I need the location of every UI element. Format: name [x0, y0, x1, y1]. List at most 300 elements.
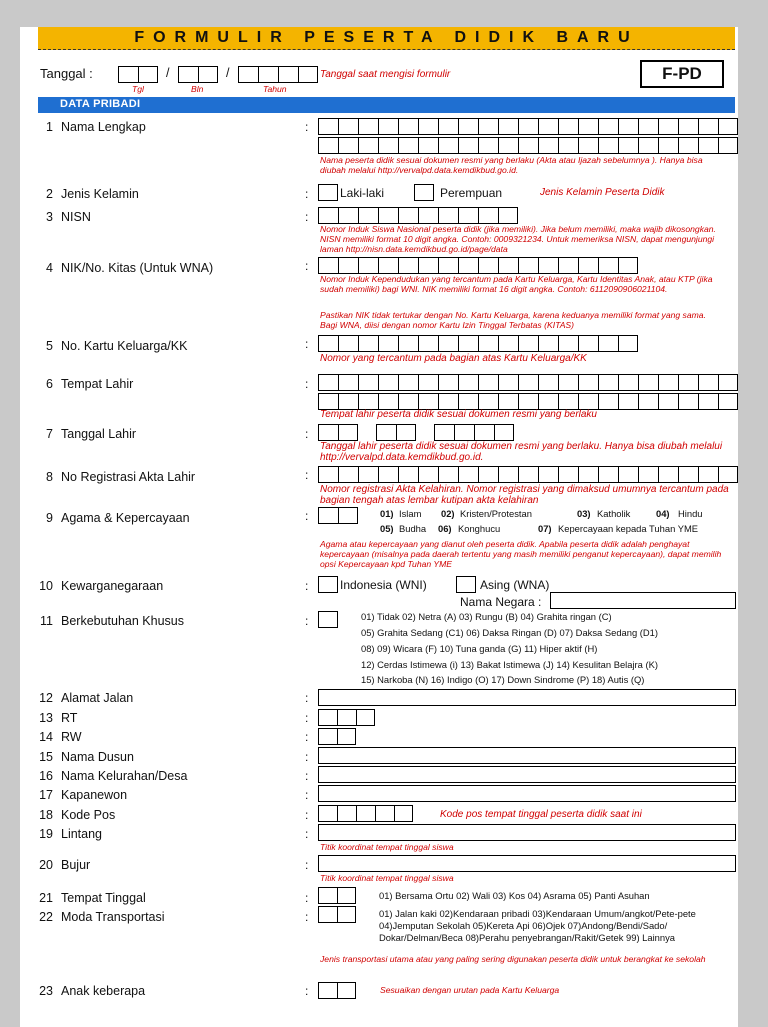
char-box[interactable]	[418, 118, 438, 135]
date-hint: Tanggal saat mengisi formulir	[320, 69, 451, 80]
gender-hint: Jenis Kelamin Peserta Didik	[540, 187, 665, 198]
agama-o3: Katholik	[597, 508, 631, 519]
char-box[interactable]	[598, 137, 618, 154]
colon: :	[305, 427, 309, 441]
alamat-input[interactable]	[318, 689, 736, 706]
field-num-8: 8	[46, 470, 53, 484]
field-num-5: 5	[46, 339, 53, 353]
char-box[interactable]	[318, 374, 338, 391]
char-box[interactable]	[538, 118, 558, 135]
char-box[interactable]	[478, 374, 498, 391]
char-box[interactable]	[478, 137, 498, 154]
field-label-kode-pos: Kode Pos	[61, 808, 116, 822]
section-bar	[38, 97, 735, 113]
char-box[interactable]	[718, 118, 738, 135]
nik-hint-2: Pastikan NIK tidak tertukar dengan No. Kartu Keluarga, karena keduanya memiliki format yang sama. Bagi WNA, diisi dengan nomor Kartu Izin Tinggal Terbatas (KITAS)	[320, 310, 706, 330]
char-box[interactable]	[338, 393, 358, 410]
char-box[interactable]	[658, 466, 678, 483]
char-box[interactable]	[618, 118, 638, 135]
char-box[interactable]	[518, 257, 538, 274]
field-num-23: 23	[39, 984, 53, 998]
char-box[interactable]	[338, 137, 358, 154]
char-box[interactable]	[558, 137, 578, 154]
char-box[interactable]	[458, 207, 478, 224]
char-box[interactable]	[398, 393, 418, 410]
rw-boxes[interactable]	[318, 728, 356, 745]
char-box[interactable]	[338, 507, 358, 524]
char-box[interactable]	[318, 118, 338, 135]
colon: :	[305, 579, 309, 593]
nik-boxes[interactable]	[318, 257, 638, 274]
transportasi-hint: Jenis transportasi utama atau yang paling sering digunakan peserta didik untuk berangkat ke sekolah	[320, 954, 706, 964]
char-box[interactable]	[578, 374, 598, 391]
char-box[interactable]	[578, 118, 598, 135]
char-box[interactable]	[378, 207, 398, 224]
char-box[interactable]	[558, 118, 578, 135]
char-box[interactable]	[398, 118, 418, 135]
char-box[interactable]	[498, 207, 518, 224]
char-box[interactable]	[498, 335, 518, 352]
char-box[interactable]	[438, 257, 458, 274]
tgl-lahir-month-boxes[interactable]	[376, 424, 416, 441]
char-box[interactable]	[396, 424, 416, 441]
char-box[interactable]	[478, 207, 498, 224]
char-box[interactable]	[458, 466, 478, 483]
char-box[interactable]	[375, 805, 394, 822]
char-box[interactable]	[318, 137, 338, 154]
char-box[interactable]	[698, 137, 718, 154]
char-box[interactable]	[498, 374, 518, 391]
char-box[interactable]	[358, 118, 378, 135]
field-label-alamat: Alamat Jalan	[61, 691, 134, 705]
char-box[interactable]	[358, 393, 378, 410]
char-box[interactable]	[376, 424, 396, 441]
char-box[interactable]	[418, 137, 438, 154]
char-box[interactable]	[498, 118, 518, 135]
colon: :	[305, 730, 309, 744]
char-box[interactable]	[478, 118, 498, 135]
char-box[interactable]	[338, 207, 358, 224]
char-box[interactable]	[338, 374, 358, 391]
char-box[interactable]	[618, 137, 638, 154]
wna-label: Asing (WNA)	[480, 578, 550, 592]
char-box[interactable]	[337, 805, 356, 822]
field-num-6: 6	[46, 377, 53, 391]
char-box[interactable]	[338, 257, 358, 274]
char-box[interactable]	[458, 374, 478, 391]
char-box[interactable]	[434, 424, 454, 441]
char-box[interactable]	[318, 887, 337, 904]
field-num-15: 15	[39, 750, 53, 764]
char-box[interactable]	[378, 335, 398, 352]
char-box[interactable]	[658, 393, 678, 410]
char-box[interactable]	[378, 257, 398, 274]
nama-hint: Nama peserta didik sesuai dokumen resmi yang berlaku (Akta atau Ijazah sebelumnya ). Hanya bisa diubah melalui http://vervalpd.data.kemdikbud.go.id.	[320, 155, 703, 175]
char-box[interactable]	[478, 335, 498, 352]
char-box[interactable]	[558, 374, 578, 391]
kode-pos-hint: Kode pos tempat tinggal peserta didik saat ini	[440, 809, 642, 820]
char-box[interactable]	[338, 335, 358, 352]
tempat-lahir-hint: Tempat lahir peserta didik sesuai dokumen resmi yang berlaku	[320, 409, 597, 420]
transportasi-line-3: Dokar/Delman/Beca 08)Perahu penyebrangan/Rakit/Getek 99) Lainnya	[379, 932, 676, 943]
char-box[interactable]	[378, 118, 398, 135]
field-label-agama: Agama & Kepercayaan	[61, 511, 190, 525]
char-box[interactable]	[318, 466, 338, 483]
colon: :	[305, 259, 309, 273]
kk-boxes[interactable]	[318, 335, 638, 352]
char-box[interactable]	[338, 424, 358, 441]
wni-checkbox[interactable]	[318, 576, 338, 593]
char-box[interactable]	[698, 466, 718, 483]
char-box[interactable]	[337, 887, 356, 904]
akta-boxes[interactable]	[318, 466, 738, 483]
char-box[interactable]	[438, 118, 458, 135]
char-box[interactable]	[438, 137, 458, 154]
colon: :	[305, 120, 309, 134]
char-box[interactable]	[438, 335, 458, 352]
char-box[interactable]	[378, 374, 398, 391]
char-box[interactable]	[418, 335, 438, 352]
char-box[interactable]	[418, 393, 438, 410]
field-label-lintang: Lintang	[61, 827, 103, 841]
char-box[interactable]	[698, 118, 718, 135]
char-box[interactable]	[337, 906, 356, 923]
title-bar	[38, 27, 735, 50]
kebutuhan-line-2: 05) Grahita Sedang (C1) 06) Daksa Ringan (D) 07) Daksa Sedang (D1)	[361, 627, 659, 638]
agama-o6: Konghucu	[458, 523, 501, 534]
tgl-lahir-year-boxes[interactable]	[434, 424, 514, 441]
tempat-lahir-boxes-row2[interactable]	[318, 393, 738, 410]
char-box[interactable]	[558, 257, 578, 274]
colon: :	[305, 711, 309, 725]
char-box[interactable]	[478, 393, 498, 410]
field-label-rt: RT	[61, 711, 78, 725]
char-box[interactable]	[418, 207, 438, 224]
char-box[interactable]	[618, 257, 638, 274]
char-box[interactable]	[356, 709, 375, 726]
colon: :	[305, 827, 309, 841]
char-box[interactable]	[337, 728, 356, 745]
char-box[interactable]	[458, 393, 478, 410]
field-num-10: 10	[39, 579, 53, 593]
char-box[interactable]	[318, 257, 338, 274]
anak-keberapa-boxes[interactable]	[318, 982, 356, 999]
nik-hint: Nomor Induk Kependudukan yang tercantum pada Kartu Keluarga, Kartu Identitas Anak, atau KTP (jika sudah memiliki) bagi WNI. NIK memiliki format 16 digit angka. Contoh: 6112090906021104.	[320, 274, 713, 294]
agama-o7-num: 07)	[538, 523, 552, 534]
char-box[interactable]	[578, 466, 598, 483]
char-box[interactable]	[438, 466, 458, 483]
nama-negara-input[interactable]	[550, 592, 736, 609]
field-num-9: 9	[46, 511, 53, 525]
char-box[interactable]	[458, 137, 478, 154]
kebutuhan-line-3: 08) 09) Wicara (F) 10) Tuna ganda (G) 11) Hiper aktif (H)	[361, 643, 598, 654]
char-box[interactable]	[518, 466, 538, 483]
char-box[interactable]	[458, 118, 478, 135]
char-box[interactable]	[498, 393, 518, 410]
nisn-hint: Nomor Induk Siswa Nasional peserta didik (jika memiliki). Jika belum memiliki, maka wajib dikosongkan. NISN memiliki format 10 digit angka. Contoh: 0009321234. Untuk memeriksa NISN, dapat mengunjungi laman http://nisn.data.kemdikbud.go.id/page/data	[320, 224, 716, 254]
nama-negara-label: Nama Negara :	[460, 595, 542, 609]
wna-checkbox[interactable]	[456, 576, 476, 593]
colon: :	[305, 858, 309, 872]
char-box[interactable]	[498, 466, 518, 483]
tgl-lahir-day-boxes[interactable]	[318, 424, 358, 441]
char-box[interactable]	[478, 466, 498, 483]
agama-o1: Islam	[399, 508, 422, 519]
char-box[interactable]	[718, 466, 738, 483]
kode-pos-boxes[interactable]	[318, 805, 413, 822]
char-box[interactable]	[658, 118, 678, 135]
char-box[interactable]	[658, 137, 678, 154]
char-box[interactable]	[358, 257, 378, 274]
date-sep-2: /	[226, 66, 230, 80]
field-label-transportasi: Moda Transportasi	[61, 910, 165, 924]
agama-hint: Agama atau kepercayaan yang dianut oleh peserta didik. Apabila peserta didik adalah penghayat kepercayaan (misalnya pada daerah tertentu yang masih memiliki penganut kepercayaan), dapat memilih opsi Kepercayaan kpd Tuhan YME	[320, 539, 722, 569]
tempat-tinggal-boxes[interactable]	[318, 887, 356, 904]
field-label-nik: NIK/No. Kitas (Untuk WNA)	[61, 261, 214, 275]
field-num-3: 3	[46, 210, 53, 224]
kapanewon-input[interactable]	[318, 785, 736, 802]
field-label-bujur: Bujur	[61, 858, 91, 872]
char-box[interactable]	[494, 424, 514, 441]
char-box[interactable]	[578, 257, 598, 274]
tanggal-lahir-hint: Tanggal lahir peserta didik sesuai dokumen resmi yang berlaku. Hanya bisa diubah melalui http://vervalpd.data.kemdikbud.go.id.	[320, 441, 723, 463]
char-box[interactable]	[398, 374, 418, 391]
char-box[interactable]	[418, 466, 438, 483]
colon: :	[305, 891, 309, 905]
char-box[interactable]	[538, 137, 558, 154]
char-box[interactable]	[418, 374, 438, 391]
agama-o1-num: 01)	[380, 508, 394, 519]
char-box[interactable]	[378, 393, 398, 410]
char-box[interactable]	[438, 207, 458, 224]
char-box[interactable]	[318, 982, 337, 999]
char-box[interactable]	[718, 137, 738, 154]
char-box[interactable]	[618, 374, 638, 391]
date-sep-1: /	[166, 66, 170, 80]
char-box[interactable]	[356, 805, 375, 822]
char-box[interactable]	[638, 466, 658, 483]
date-tgl-label: Tgl	[132, 84, 144, 94]
colon: :	[305, 509, 309, 523]
field-num-18: 18	[39, 808, 53, 822]
char-box[interactable]	[318, 393, 338, 410]
field-num-13: 13	[39, 711, 53, 725]
char-box[interactable]	[558, 335, 578, 352]
colon: :	[305, 750, 309, 764]
char-box[interactable]	[638, 393, 658, 410]
rt-boxes[interactable]	[318, 709, 375, 726]
kelurahan-input[interactable]	[318, 766, 736, 783]
char-box[interactable]	[578, 137, 598, 154]
char-box[interactable]	[558, 393, 578, 410]
field-num-20: 20	[39, 858, 53, 872]
char-box[interactable]	[718, 374, 738, 391]
field-num-4: 4	[46, 261, 53, 275]
char-box[interactable]	[598, 335, 618, 352]
char-box[interactable]	[438, 393, 458, 410]
char-box[interactable]	[474, 424, 494, 441]
char-box[interactable]	[318, 207, 338, 224]
char-box[interactable]	[337, 709, 356, 726]
char-box[interactable]	[358, 466, 378, 483]
char-box[interactable]	[678, 466, 698, 483]
char-box[interactable]	[678, 118, 698, 135]
date-day-boxes[interactable]	[118, 66, 158, 83]
field-label-dusun: Nama Dusun	[61, 750, 134, 764]
agama-o2-num: 02)	[441, 508, 455, 519]
date-label: Tanggal :	[40, 66, 93, 81]
char-box[interactable]	[454, 424, 474, 441]
transportasi-boxes[interactable]	[318, 906, 356, 923]
char-box[interactable]	[618, 393, 638, 410]
char-box[interactable]	[518, 393, 538, 410]
char-box[interactable]	[318, 709, 337, 726]
char-box[interactable]	[598, 374, 618, 391]
form-code: F-PD	[640, 60, 724, 88]
date-year-boxes[interactable]	[238, 66, 318, 83]
tempat-lahir-boxes-row1[interactable]	[318, 374, 738, 391]
gender-female-checkbox[interactable]	[414, 184, 434, 201]
char-box[interactable]	[678, 374, 698, 391]
section-title: DATA PRIBADI	[60, 98, 141, 110]
field-num-16: 16	[39, 769, 53, 783]
colon: :	[305, 984, 309, 998]
char-box[interactable]	[638, 118, 658, 135]
char-box[interactable]	[318, 335, 338, 352]
char-box[interactable]	[538, 374, 558, 391]
field-label-kapanewon: Kapanewon	[61, 788, 128, 802]
nama-boxes-row2[interactable]	[318, 137, 738, 154]
kk-hint: Nomor yang tercantum pada bagian atas Kartu Keluarga/KK	[320, 353, 587, 364]
char-box[interactable]	[518, 335, 538, 352]
char-box[interactable]	[358, 335, 378, 352]
char-box[interactable]	[418, 257, 438, 274]
agama-boxes[interactable]	[318, 507, 358, 524]
field-label-kebutuhan: Berkebutuhan Khusus	[61, 614, 185, 628]
char-box[interactable]	[678, 393, 698, 410]
field-num-2: 2	[46, 187, 53, 201]
colon: :	[305, 337, 309, 351]
char-box[interactable]	[638, 374, 658, 391]
char-box[interactable]	[698, 393, 718, 410]
char-box[interactable]	[498, 137, 518, 154]
char-box[interactable]	[378, 466, 398, 483]
char-box[interactable]	[678, 137, 698, 154]
char-box[interactable]	[598, 257, 618, 274]
char-box[interactable]	[318, 424, 338, 441]
char-box[interactable]	[558, 466, 578, 483]
colon: :	[305, 769, 309, 783]
field-label-tempat-tinggal: Tempat Tinggal	[61, 891, 146, 905]
char-box[interactable]	[518, 374, 538, 391]
char-box[interactable]	[398, 137, 418, 154]
agama-o6-num: 06)	[438, 523, 452, 534]
char-box[interactable]	[658, 374, 678, 391]
bujur-input[interactable]	[318, 855, 736, 872]
char-box[interactable]	[638, 137, 658, 154]
field-num-21: 21	[39, 891, 53, 905]
field-label-anak-keberapa: Anak keberapa	[61, 984, 146, 998]
char-box[interactable]	[538, 257, 558, 274]
gender-male-checkbox[interactable]	[318, 184, 338, 201]
char-box[interactable]	[358, 207, 378, 224]
char-box[interactable]	[458, 257, 478, 274]
char-box[interactable]	[618, 335, 638, 352]
char-box[interactable]	[398, 335, 418, 352]
char-box[interactable]	[358, 374, 378, 391]
char-box[interactable]	[598, 393, 618, 410]
agama-o4: Hindu	[678, 508, 703, 519]
agama-o3-num: 03)	[577, 508, 591, 519]
field-label-akta: No Registrasi Akta Lahir	[61, 470, 196, 484]
date-month-boxes[interactable]	[178, 66, 218, 83]
char-box[interactable]	[338, 118, 358, 135]
agama-o2: Kristen/Protestan	[460, 508, 532, 519]
char-box[interactable]	[598, 118, 618, 135]
kebutuhan-box[interactable]	[318, 611, 338, 628]
agama-o5: Budha	[399, 523, 427, 534]
colon: :	[305, 187, 309, 201]
char-box[interactable]	[398, 466, 418, 483]
char-box[interactable]	[438, 374, 458, 391]
char-box[interactable]	[338, 466, 358, 483]
colon: :	[305, 614, 309, 628]
char-box[interactable]	[618, 466, 638, 483]
transportasi-line-1: 01) Jalan kaki 02)Kendaraan pribadi 03)Kendaraan Umum/angkot/Pete-pete	[379, 908, 696, 919]
char-box[interactable]	[518, 118, 538, 135]
char-box[interactable]	[698, 374, 718, 391]
field-label-tanggal-lahir: Tanggal Lahir	[61, 427, 137, 441]
char-box[interactable]	[398, 207, 418, 224]
char-box[interactable]	[718, 393, 738, 410]
field-label-jenis-kelamin: Jenis Kelamin	[61, 187, 139, 201]
char-box[interactable]	[518, 137, 538, 154]
char-box[interactable]	[378, 137, 398, 154]
dusun-input[interactable]	[318, 747, 736, 764]
field-num-12: 12	[39, 691, 53, 705]
nisn-boxes[interactable]	[318, 207, 518, 224]
kebutuhan-line-5: 15) Narkoba (N) 16) Indigo (O) 17) Down Sindrome (P) 18) Autis (Q)	[361, 674, 645, 685]
char-box[interactable]	[318, 805, 337, 822]
char-box[interactable]	[394, 805, 413, 822]
char-box[interactable]	[598, 466, 618, 483]
tempat-tinggal-options: 01) Bersama Ortu 02) Wali 03) Kos 04) Asrama 05) Panti Asuhan	[379, 890, 650, 901]
agama-o5-num: 05)	[380, 523, 394, 534]
char-box[interactable]	[318, 507, 338, 524]
colon: :	[305, 910, 309, 924]
colon: :	[305, 210, 309, 224]
char-box[interactable]	[538, 466, 558, 483]
char-box[interactable]	[318, 728, 337, 745]
nama-boxes-row1[interactable]	[318, 118, 738, 135]
char-box[interactable]	[337, 982, 356, 999]
char-box[interactable]	[578, 335, 598, 352]
char-box[interactable]	[578, 393, 598, 410]
char-box[interactable]	[358, 137, 378, 154]
field-label-kewarganegaraan: Kewarganegaraan	[61, 579, 164, 593]
char-box[interactable]	[398, 257, 418, 274]
field-num-7: 7	[46, 427, 53, 441]
char-box[interactable]	[318, 906, 337, 923]
char-box[interactable]	[498, 257, 518, 274]
agama-o7: Kepercayaan kepada Tuhan YME	[558, 523, 699, 534]
gender-male-label: Laki-laki	[340, 186, 385, 200]
char-box[interactable]	[538, 393, 558, 410]
char-box[interactable]	[458, 335, 478, 352]
lintang-input[interactable]	[318, 824, 736, 841]
char-box[interactable]	[478, 257, 498, 274]
char-box[interactable]	[538, 335, 558, 352]
